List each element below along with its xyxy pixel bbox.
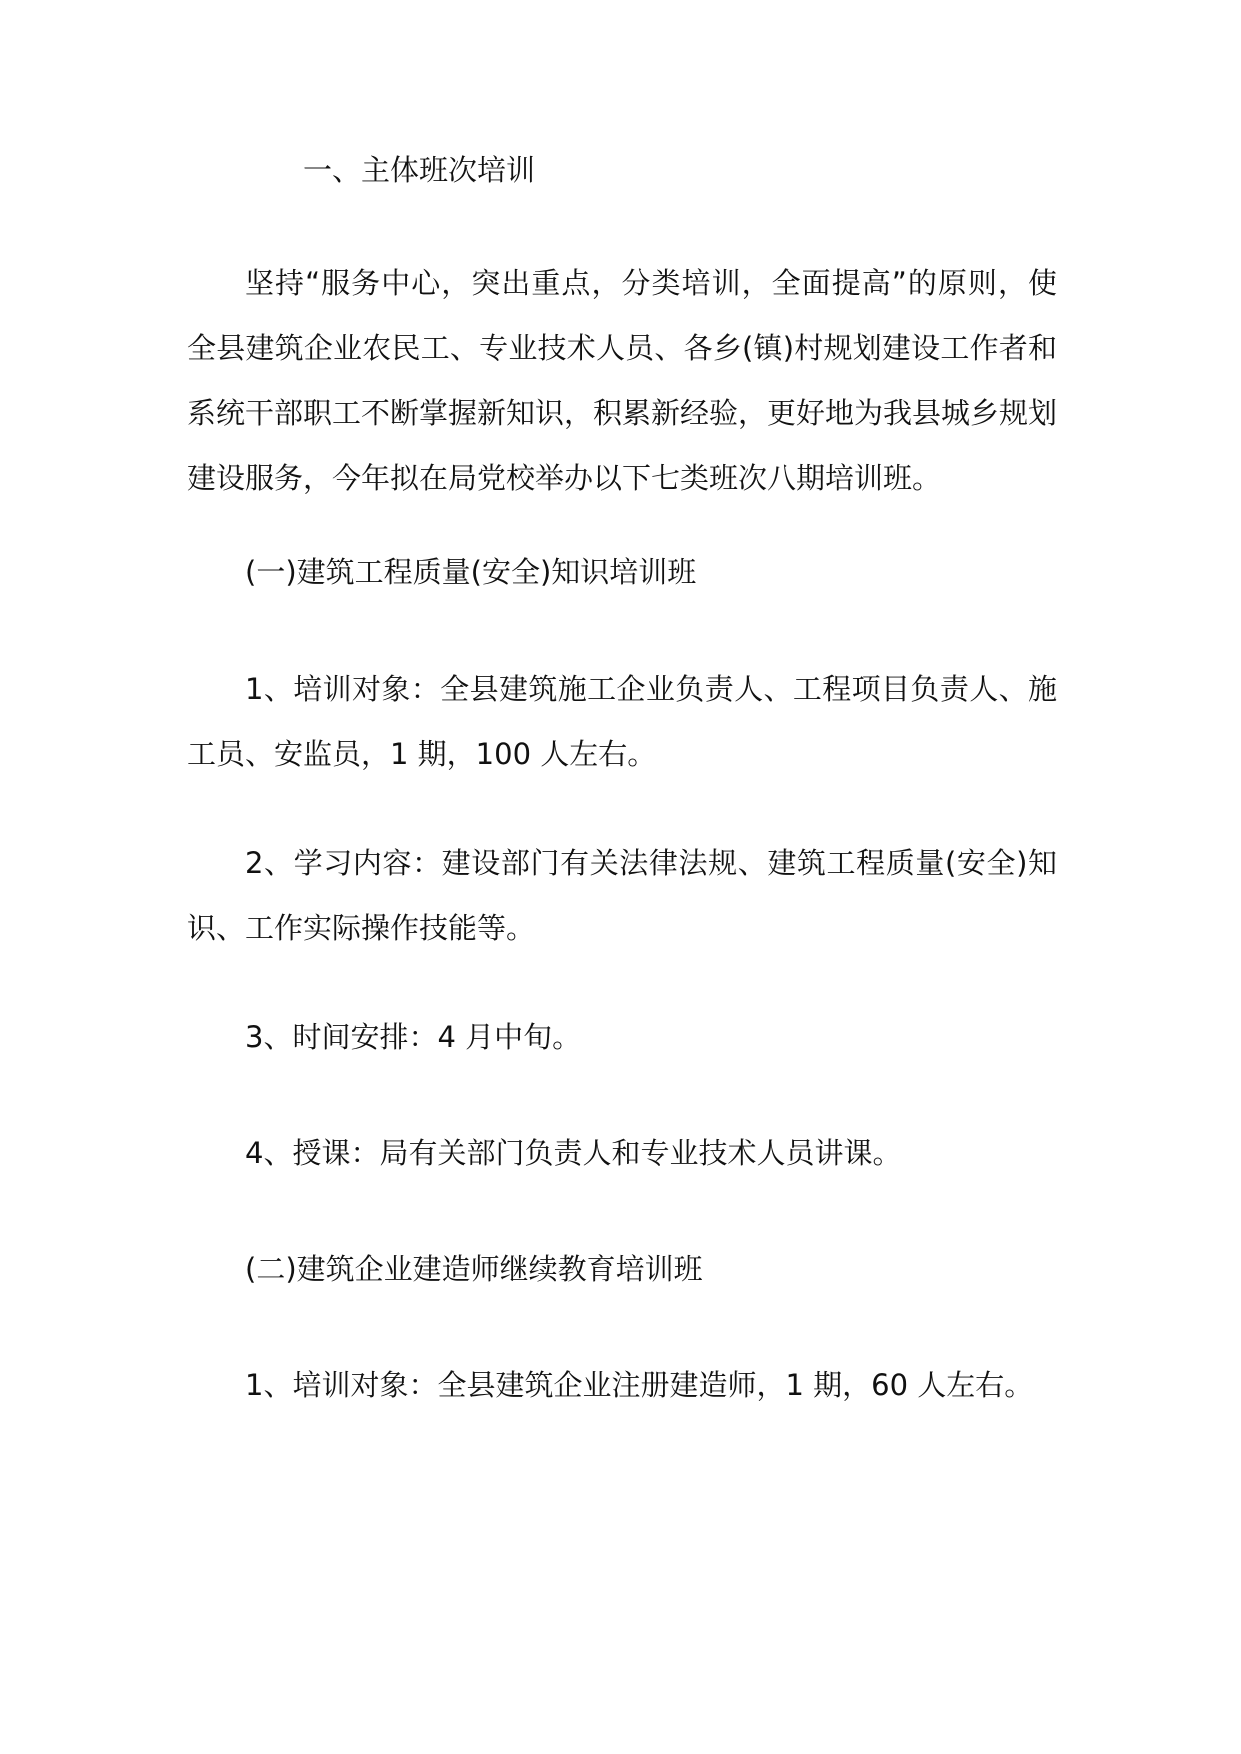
class1-title: (一)建筑工程质量(安全)知识培训班: [245, 555, 697, 589]
section-heading: 一、主体班次培训: [303, 153, 536, 187]
intro-paragraph: 坚持“服务中心，突出重点，分类培训，全面提高”的原则，使全县建筑企业农民工、专业技术人员、各乡(镇)村规划建设工作者和系统干部职工不断掌握新知识，积累新经验，更好地为我县城乡规划建设服务，今年拟在局党校举办以下七类班次八期培训班。: [187, 266, 1058, 495]
class1-target: 1、培训对象：全县建筑施工企业负责人、工程项目负责人、施工员、安监员，1 期，100 人左右。: [187, 672, 1057, 771]
class1-content: 2、学习内容：建设部门有关法律法规、建筑工程质量(安全)知识、工作实际操作技能等。: [187, 846, 1057, 945]
class1-teaching: 4、授课：局有关部门负责人和专业技术人员讲课。: [245, 1136, 902, 1170]
class2-title: (二)建筑企业建造师继续教育培训班: [245, 1252, 703, 1286]
class1-schedule: 3、时间安排：4 月中旬。: [245, 1020, 582, 1054]
class2-target: 1、培训对象：全县建筑企业注册建造师，1 期，60 人左右。: [245, 1368, 1034, 1402]
